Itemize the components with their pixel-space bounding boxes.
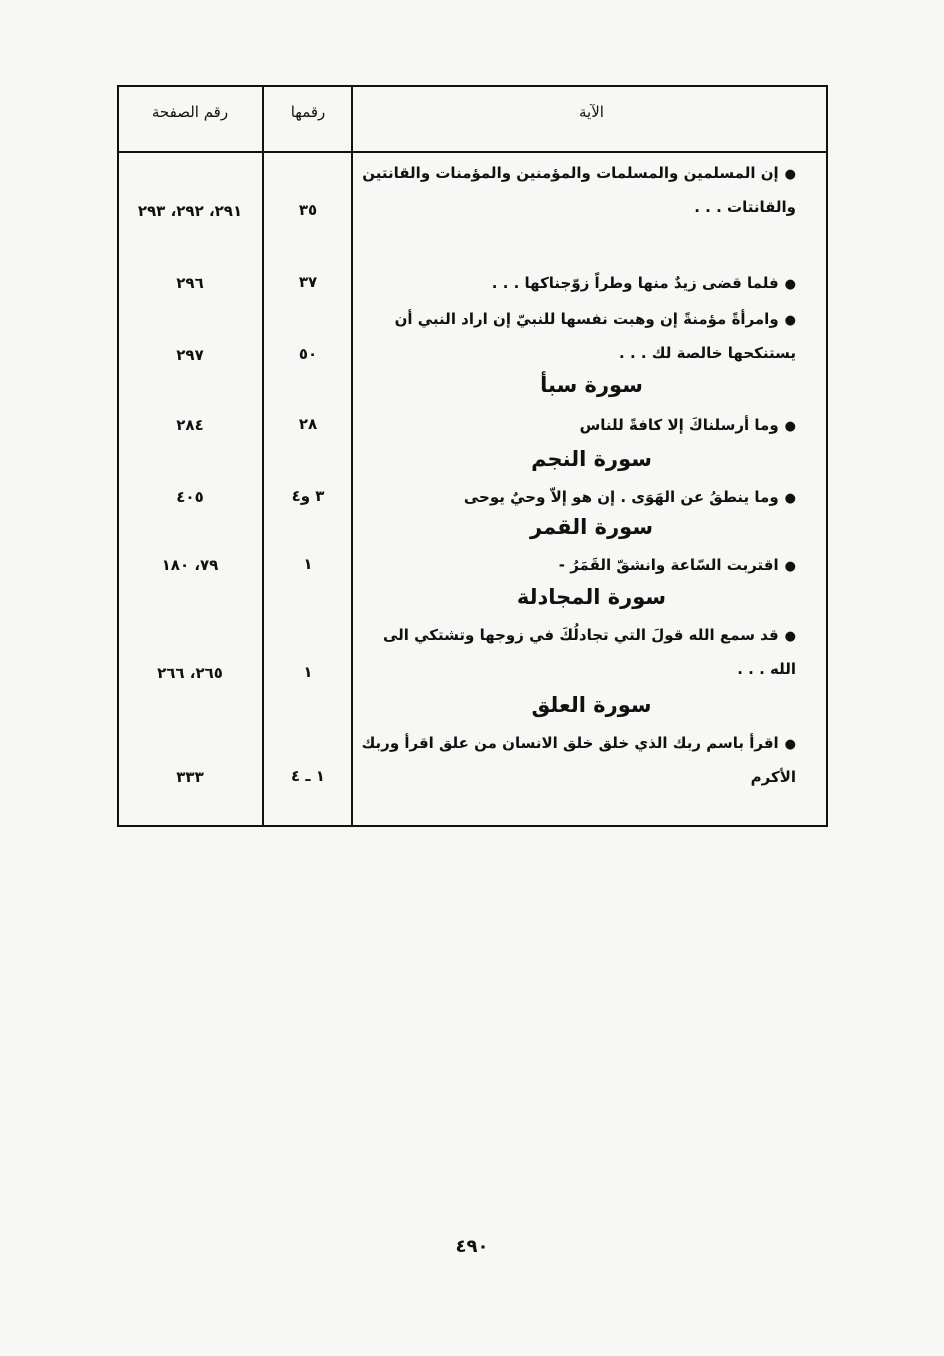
- page-references: ٢٦٥، ٢٦٦: [157, 664, 223, 682]
- page-references: ٧٩، ١٨٠: [161, 556, 219, 574]
- ayah-text-content: إن المسلمين والمسلمات والمؤمنين والمؤمنات والقانتين والقانتات . . .: [362, 164, 796, 216]
- ayah-text-content: وامرأةً مؤمنةً إن وهبت نفسها للنبيّ إن اراد النبي أن يستنكحها خالصة لك . . .: [394, 310, 796, 362]
- ayah-text-content: قد سمع الله قولَ التي تجادلُكَ في زوجها وتشتكي الى الله . . .: [382, 626, 796, 678]
- page-number-column-header: رقم الصفحة: [151, 103, 229, 121]
- ayah-text-content: وما أرسلناكَ إلا كافةً للناس: [579, 416, 779, 434]
- index-table: [117, 85, 828, 827]
- bullet-icon: ●: [784, 167, 796, 182]
- ayah-text: [356, 727, 796, 793]
- ayah-text-content: وما ينطقُ عن الهَوَى . إن هو إلاّ وحيٌ يوحى: [463, 488, 779, 506]
- page-folio-number: ٤٩٠: [455, 1236, 489, 1257]
- ayah-number: ٣٥: [298, 201, 318, 219]
- ayah-number: ٣ و٤: [291, 487, 325, 505]
- ayah-number: ١: [303, 663, 313, 681]
- surah-heading: سورة المجادلة: [516, 585, 667, 609]
- bullet-icon: ●: [784, 491, 796, 506]
- ayah-text-content: اقتربت السّاعة وانشقّ القَمَرُ -: [558, 556, 779, 574]
- ayah-number: ١: [303, 555, 313, 573]
- ayah-number: ٣٧: [298, 273, 318, 291]
- page-references: ٤٠٥: [176, 488, 204, 506]
- ayah-column-header: الآية: [579, 103, 604, 121]
- header-divider: [119, 151, 826, 153]
- page-references: ٢٩٧: [176, 346, 204, 364]
- ayah-text: [356, 267, 796, 301]
- page-references: ٢٨٤: [176, 416, 204, 434]
- bullet-icon: ●: [784, 559, 796, 574]
- column-divider: [262, 87, 264, 825]
- bullet-icon: ●: [784, 737, 796, 752]
- column-divider: [351, 87, 353, 825]
- ayah-text: [356, 619, 796, 685]
- bullet-icon: ●: [784, 629, 796, 644]
- bullet-icon: ●: [784, 419, 796, 434]
- ayah-text: [356, 157, 796, 223]
- ayah-number: ٢٨: [298, 415, 318, 433]
- ayah-text: [356, 409, 796, 443]
- page-references: ٣٣٣: [176, 768, 204, 786]
- surah-heading: سورة القمر: [530, 515, 653, 539]
- page-references: ٢٩١، ٢٩٢، ٢٩٣: [137, 202, 243, 220]
- bullet-icon: ●: [784, 313, 796, 328]
- surah-heading: سورة النجم: [531, 447, 652, 471]
- surah-heading: سورة العلق: [531, 693, 652, 717]
- ayah-number: ٥٠: [298, 345, 318, 363]
- ayah-text: [356, 481, 796, 515]
- page-references: ٢٩٦: [176, 274, 204, 292]
- ayah-text: [356, 303, 796, 369]
- ayah-text-content: فلما قضى زيدٌ منها وطراً زوّجناكها . . .: [491, 274, 779, 292]
- bullet-icon: ●: [784, 277, 796, 292]
- ayah-text-content: اقرأ باسم ربك الذي خلق خلق الانسان من علق اقرأ وربك الأكرم: [361, 734, 796, 786]
- surah-heading: سورة سبأ: [540, 373, 643, 397]
- ayah-number-column-header: رقمها: [290, 103, 326, 121]
- ayah-text: [356, 549, 796, 583]
- ayah-number: ١ ـ ٤: [291, 767, 325, 785]
